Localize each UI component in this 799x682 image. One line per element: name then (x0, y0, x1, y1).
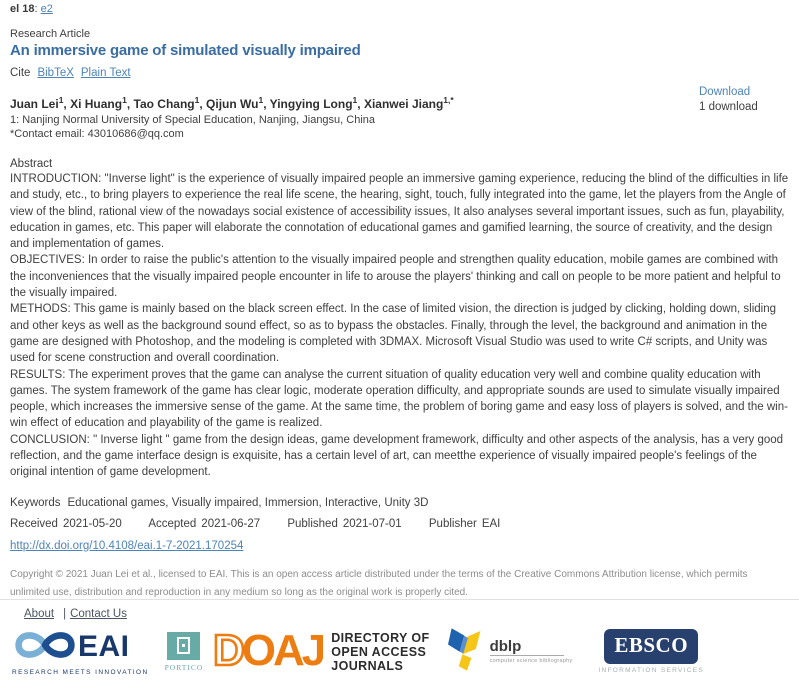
page-footer (0, 599, 799, 676)
author: Yingying Long$^1$, (269, 95, 364, 111)
doaj-directory-text: DIRECTORY OF OPEN ACCESS JOURNALS (331, 630, 430, 673)
about-link[interactable]: About (24, 608, 55, 620)
cite-label: Cite (10, 67, 31, 79)
issue-link[interactable]: e2 (40, 3, 53, 15)
eai-logo[interactable] (12, 628, 149, 676)
abstract-heading: Abstract (10, 158, 53, 170)
author: Qijun Wu$^1$, (206, 95, 270, 111)
footer-links (0, 600, 799, 620)
doi-link[interactable]: http://dx.doi.org/10.4108/eai.1-7-2021.170254 (10, 539, 244, 552)
volume-separator: : (34, 3, 41, 15)
keywords-label: Keywords (10, 496, 61, 509)
cite-plaintext-link[interactable]: Plain Text (80, 67, 131, 79)
contact-email-line: *Contact email: 43010686@qq.com (10, 128, 184, 140)
received-date: Received 2021-05-20 (10, 517, 122, 530)
dblp-tagline: computer science bibliography (489, 658, 573, 664)
copyright-notice: Copyright © 2021 Juan Lei et al., licensed to EAI. This is an open access article distributed under the terms of the Creative Commons Attribution license, which permits unlimited use, distribution and reproduction in any medium so long as the original work is properly cited. (10, 568, 748, 598)
article-meta-row (10, 518, 789, 530)
download-block (699, 86, 758, 113)
eai-infinity-icon (12, 628, 78, 667)
affiliation-line: 1: Nanjing Normal University of Special Education, Nanjing, Jiangsu, China (10, 114, 376, 126)
article-type-label: Research Article (10, 28, 91, 40)
author: Xianwei Jiang$^{1,*}$ (363, 95, 454, 111)
ebsco-tagline: INFORMATION SERVICES (598, 667, 704, 674)
abstract-results: RESULTS: The experiment proves that the game can analyse the current situation of quality education very well and combine quality education with games. The system framework of the game has clear logic, moderate operation difficulty, and appropriate sounds are used to simulate visually impaired people, which increases the immersive sense of the game. At the same time, the problem of boring game and easy loss of players is solved, and the win-win effect of education and playability of the game is realized. (10, 368, 788, 430)
doaj-wordmark-icon (213, 626, 323, 672)
volume-prefix: el 18 (10, 3, 35, 15)
portico-icon (167, 632, 200, 660)
cite-bibtex-link[interactable]: BibTeX (37, 67, 74, 79)
author: Juan Lei$^1$, (10, 95, 71, 111)
ebsco-badge (604, 629, 698, 664)
abstract-objectives: OBJECTIVES: In order to raise the public's attention to the visually impaired people and strengthen quality education, mobile games are combined with the inconveniences that the visually impaired people encounter in life to arouse the players' thinking and call on people to be more patient and helpful to the visually impaired. (10, 254, 781, 300)
abstract-body (10, 171, 790, 481)
accepted-date: Accepted 2021-06-27 (148, 517, 261, 530)
partner-logo-strip (0, 620, 799, 676)
cite-row (10, 67, 789, 79)
dblp-logo[interactable] (448, 626, 573, 677)
dblp-icon (448, 626, 484, 677)
author: Xi Huang$^1$, (70, 95, 134, 111)
author: Tao Chang$^1$, (133, 95, 207, 111)
published-date: Published 2021-07-01 (287, 517, 402, 530)
abstract-methods: METHODS: This game is mainly based on the black screen effect. In the case of limited vision, the direction is judged by clicking, holding down, sliding and other keys as well as the background sound effect, so as to bypass the obstacles. Finally, through the level, the background and animation in the game are designed with Photoshop, and the modeling is completed with 3DMAX. Microsoft Visual Studio was used to write C# scripts, and Unity was used for scene construction and overall coordination. (10, 303, 776, 365)
page-title: An immersive game of simulated visually impaired (10, 42, 361, 59)
ebsco-logo[interactable] (598, 629, 704, 674)
portico-label: PORTICO (164, 662, 204, 672)
keywords-row (10, 497, 789, 509)
keywords-value: Educational games, Visually impaired, Immersion, Interactive, Unity 3D (67, 496, 429, 509)
download-link[interactable]: Download (699, 86, 751, 98)
publisher: Publisher EAI (428, 517, 501, 530)
ebsco-wordmark: EBSCO (614, 633, 689, 657)
contact-us-link[interactable]: Contact Us (70, 608, 127, 620)
portico-logo[interactable] (165, 632, 204, 672)
svg-text:DOAJ: DOAJ (213, 626, 324, 672)
author-list (10, 95, 789, 111)
footer-link-separator: | (63, 608, 67, 620)
eai-tagline: RESEARCH MEETS INNOVATION (12, 668, 149, 676)
abstract-conclusion: CONCLUSION: " Inverse light " game from the design ideas, game development framework, difficulty and other aspects of the analysis, has a very good reflection, and the game interface design is exquisite, has a certain level of art, can meetthe experience of visually impaired people's feelings of the original intention of game development. (10, 433, 784, 479)
eai-wordmark: EAI (78, 630, 130, 663)
doaj-logo[interactable] (213, 626, 323, 677)
abstract-introduction: INTRODUCTION: "Inverse light" is the experience of visually impaired people an immersive gaming experience, reducing the blind of the difficulties in life and study, etc., to bring players to experience the real life scene, the hearing, sight, touch, fully integrated into the game, let the players from the Angle of view of the blind, rational view of the nowadays social existence of accessibility issues, It also analyses several important issues, such as fun, playability, education in games, etc. This paper will elaborate the connotation of educational games and gamified learning, the source of creativity, and the design and implementation of games. (10, 173, 789, 251)
volume-line (10, 3, 789, 15)
dblp-wordmark: dblp (489, 638, 522, 655)
download-count: 1 download (699, 101, 758, 113)
